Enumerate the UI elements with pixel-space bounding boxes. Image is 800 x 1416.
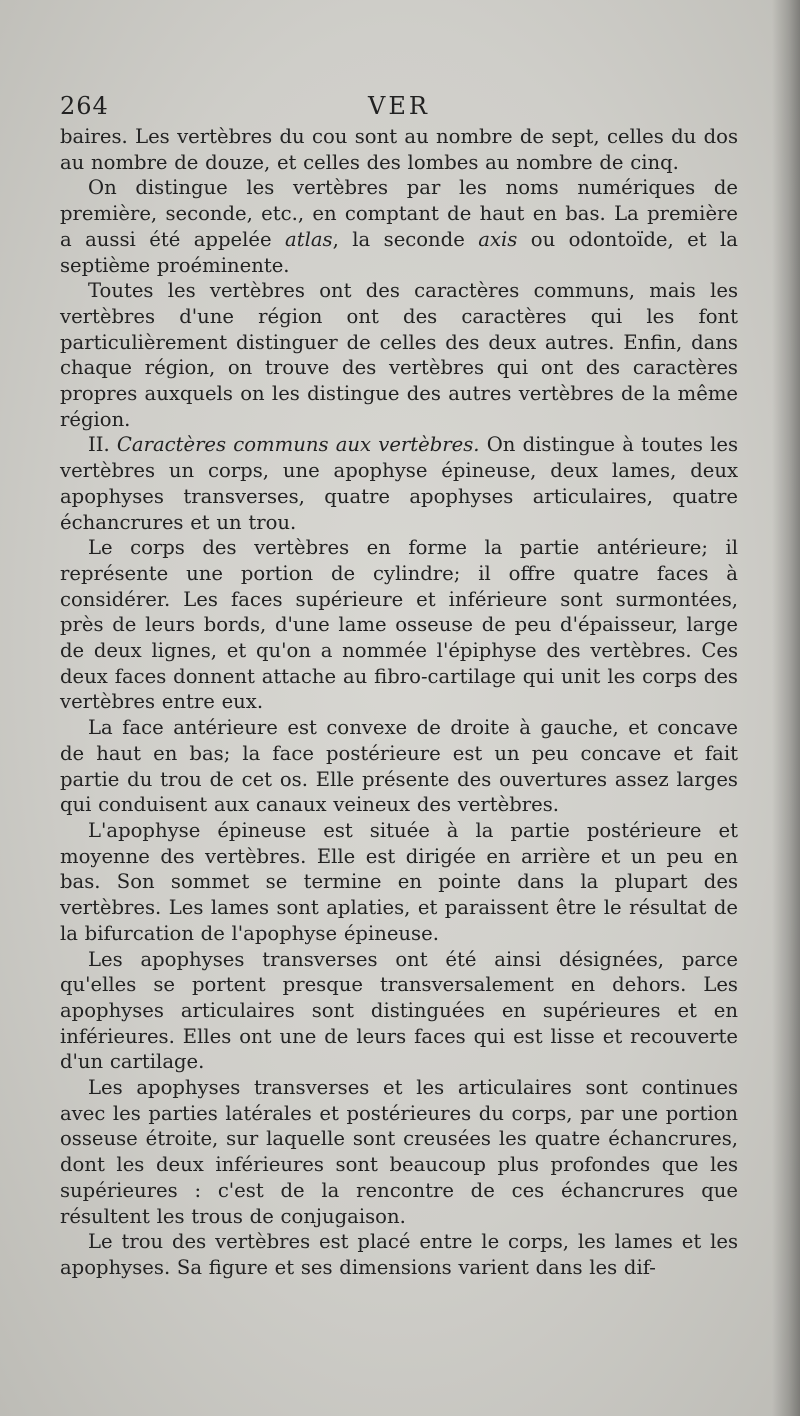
italic-text: Caractères communs aux vertèbres. — [116, 433, 480, 457]
italic-text: atlas — [285, 227, 333, 251]
text-run: , la seconde — [332, 227, 479, 251]
running-head — [60, 88, 738, 122]
page-edge-shadow — [772, 0, 800, 1416]
text-run: Les apophyses transverses et les articulaires sont continues avec les parties latérales et postérieures du corps, par une portion osseuse étroite, sur laquelle sont creusées les quatre échancrures, dont les deux inférieures sont beaucoup plus profondes que les supérieures : c'est de la rencontre de ces échancrures que résultent les trous de conjugaison. — [60, 1076, 738, 1228]
text-run: On distingue à toutes les vertèbres un corps, une apophyse épineuse, deux lames, deux apophyses transverses, quatre apophyses articulaires, quatre échancrures et un trou. — [60, 433, 739, 534]
text-run: baires. Les vertèbres du cou sont au nombre de sept, celles du dos au nombre de douze, et celles des lombes au nombre de cinq. — [60, 125, 738, 174]
paragraph — [60, 1229, 738, 1280]
paragraph — [60, 715, 738, 818]
text-run: La face antérieure est convexe de droite à gauche, et concave de haut en bas; la face postérieure est un peu concave et fait partie du trou de cet os. Elle présente des ouvertures assez larges qui conduisent aux canaux veineux des vertèbres. — [60, 716, 738, 817]
page-number: 264 — [60, 92, 109, 120]
text-run: Toutes les vertèbres ont des caractères communs, mais les vertèbres d'une région ont des caractères qui les font particulièrement distinguer de celles des deux autres. Enfin, dans chaque région, on trouve des vertèbres qui ont des caractères propres auxquels on les distingue des autres vertèbres de la même région. — [60, 279, 738, 431]
paragraph — [60, 1075, 738, 1229]
body-text — [60, 124, 738, 1281]
paragraph — [60, 175, 738, 278]
text-run: ou odontoïde, et la septième proéminente. — [60, 227, 738, 277]
paragraph — [60, 818, 738, 947]
text-run: On distingue les vertèbres par les noms numériques de première, seconde, etc., en comptant de haut en bas. La première a aussi été appelée — [60, 176, 738, 251]
text-run: Les apophyses transverses ont été ainsi désignées, parce qu'elles se portent presque transversalement en dehors. Les apophyses articulaires sont distinguées en supérieures et en inférieures. Elles ont une de leurs faces qui est lisse et recouverte d'un cartilage. — [60, 947, 738, 1074]
italic-text: axis — [478, 227, 518, 251]
text-run: II. — [88, 433, 117, 457]
paragraph — [60, 432, 738, 535]
paragraph — [60, 278, 738, 432]
paragraph — [60, 124, 738, 175]
paragraph — [60, 947, 738, 1076]
text-run: L'apophyse épineuse est située à la partie postérieure et moyenne des vertèbres. Elle est dirigée en arrière et un peu en bas. Son sommet se termine en pointe dans la plupart des vertèbres. Les lames sont aplaties, et paraissent être le résultat de la bifurcation de l'apophyse épineuse. — [60, 818, 738, 945]
running-head-title: VER — [368, 92, 430, 120]
text-run: Le trou des vertèbres est placé entre le corps, les lames et les apophyses. Sa figure et ses dimensions varient dans les dif- — [60, 1230, 738, 1279]
paragraph — [60, 535, 738, 715]
text-run: Le corps des vertèbres en forme la partie antérieure; il représente une portion de cylindre; il offre quatre faces à considérer. Les faces supérieure et inférieure sont surmontées, près de leurs bords, d'une lame osseuse de peu d'épaisseur, large de deux lignes, et qu'on a nommée l'épiphyse des vertèbres. Ces deux faces donnent attache au fibro-cartilage qui unit les corps des vertèbres entre eux. — [60, 536, 738, 714]
